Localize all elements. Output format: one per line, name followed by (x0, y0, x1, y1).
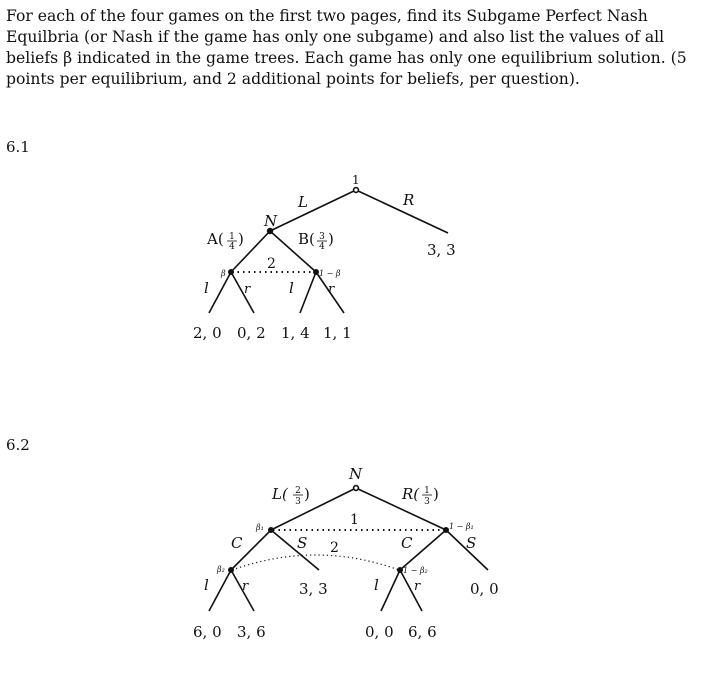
decision-node-L (269, 528, 273, 532)
info-set-1-player: 1 (350, 512, 359, 528)
payoff-right-2: 6, 6 (408, 623, 437, 641)
edge-left-S (271, 530, 319, 570)
edge-right-l (300, 272, 316, 313)
root-player: 1 (352, 173, 360, 187)
payoff-4: 1, 1 (323, 324, 352, 342)
close-paren-R: ) (433, 485, 439, 503)
action-r-right: r (328, 282, 335, 297)
action-l-right: l (289, 279, 294, 297)
belief-one-minus-beta: 1 − β (319, 269, 341, 278)
decision-node-left-C (229, 568, 233, 572)
R-payoff: 3, 3 (427, 241, 456, 259)
nature-label-6-2: N (349, 465, 363, 483)
action-l-right: l (374, 576, 379, 594)
frac-den-A: 4 (229, 242, 235, 252)
frac-den-L: 3 (295, 497, 301, 507)
frac-den-R: 3 (424, 497, 430, 507)
edge-R-label: R (403, 191, 415, 209)
game-tree-6-2 (209, 486, 488, 611)
nature-prob-A: A( (207, 230, 224, 248)
edge-L (270, 190, 356, 231)
payoff-left-2: 3, 6 (237, 623, 266, 641)
frac-num-L: 2 (295, 486, 301, 496)
payoff-left-1: 6, 0 (193, 623, 222, 641)
action-S-right: S (466, 534, 477, 552)
action-l-left: l (204, 576, 209, 594)
S-payoff-right: 0, 0 (470, 580, 499, 598)
root-node (354, 188, 359, 193)
info-set-player: 2 (267, 256, 276, 272)
nature-node-6-2 (354, 486, 359, 491)
question-label-6-2: 6.2 (6, 436, 30, 454)
belief-beta1: β₁ (256, 523, 264, 532)
payoff-3: 1, 4 (281, 324, 310, 342)
problem-instructions: For each of the four games on the first two pages, find its Subgame Perfect Nash Equilbria (or Nash if the game has only one subgame) and also list the values of all beliefs β indicated in the game trees. Each game has only one equilibrium solution. (5 points per equilibrium, and 2 additional points for beliefs, per question). (6, 7, 687, 88)
edge-nature-A (231, 231, 270, 272)
nature-prob-L: L( (272, 485, 288, 503)
question-label-6-1: 6.1 (6, 138, 30, 156)
info-set-2-player: 2 (330, 540, 339, 556)
payoff-2: 0, 2 (237, 324, 266, 342)
nature-prob-B: B( (298, 230, 315, 248)
action-S-left: S (297, 534, 308, 552)
close-paren-L: ) (304, 485, 310, 503)
belief-beta2: β₂ (217, 565, 225, 574)
decision-node-R (444, 528, 448, 532)
action-C-left: C (231, 534, 243, 552)
labels-6-1 (193, 173, 456, 342)
nature-label: N (264, 212, 278, 230)
S-payoff-left: 3, 3 (299, 580, 328, 598)
decision-node-left (229, 270, 233, 274)
decision-node-right-C (398, 568, 402, 572)
close-paren-B: ) (328, 230, 334, 248)
frac-num-B: 3 (319, 232, 325, 242)
close-paren-A: ) (238, 230, 244, 248)
edge-left-l (209, 272, 231, 313)
belief-beta: β (221, 269, 226, 278)
action-C-right: C (401, 534, 413, 552)
payoff-right-1: 0, 0 (365, 623, 394, 641)
edge-left-r (231, 272, 254, 313)
action-r-left: r (244, 282, 251, 297)
edge-L-label: L (298, 193, 308, 211)
action-r-right: r (414, 579, 421, 594)
labels-6-2 (193, 465, 499, 641)
payoff-1: 2, 0 (193, 324, 222, 342)
action-r-left: r (242, 579, 249, 594)
edge-left-l (209, 570, 231, 611)
belief-one-minus-beta2: 1 − β₂ (403, 566, 428, 575)
edge-R (356, 190, 448, 233)
frac-den-B: 4 (319, 242, 325, 252)
decision-node-right (314, 270, 318, 274)
nature-prob-R: R( (402, 485, 420, 503)
frac-num-A: 1 (229, 232, 235, 242)
edge-right-l (381, 570, 400, 611)
belief-one-minus-beta1: 1 − β₁ (449, 522, 474, 531)
frac-num-R: 1 (424, 486, 430, 496)
action-l-left: l (204, 279, 209, 297)
